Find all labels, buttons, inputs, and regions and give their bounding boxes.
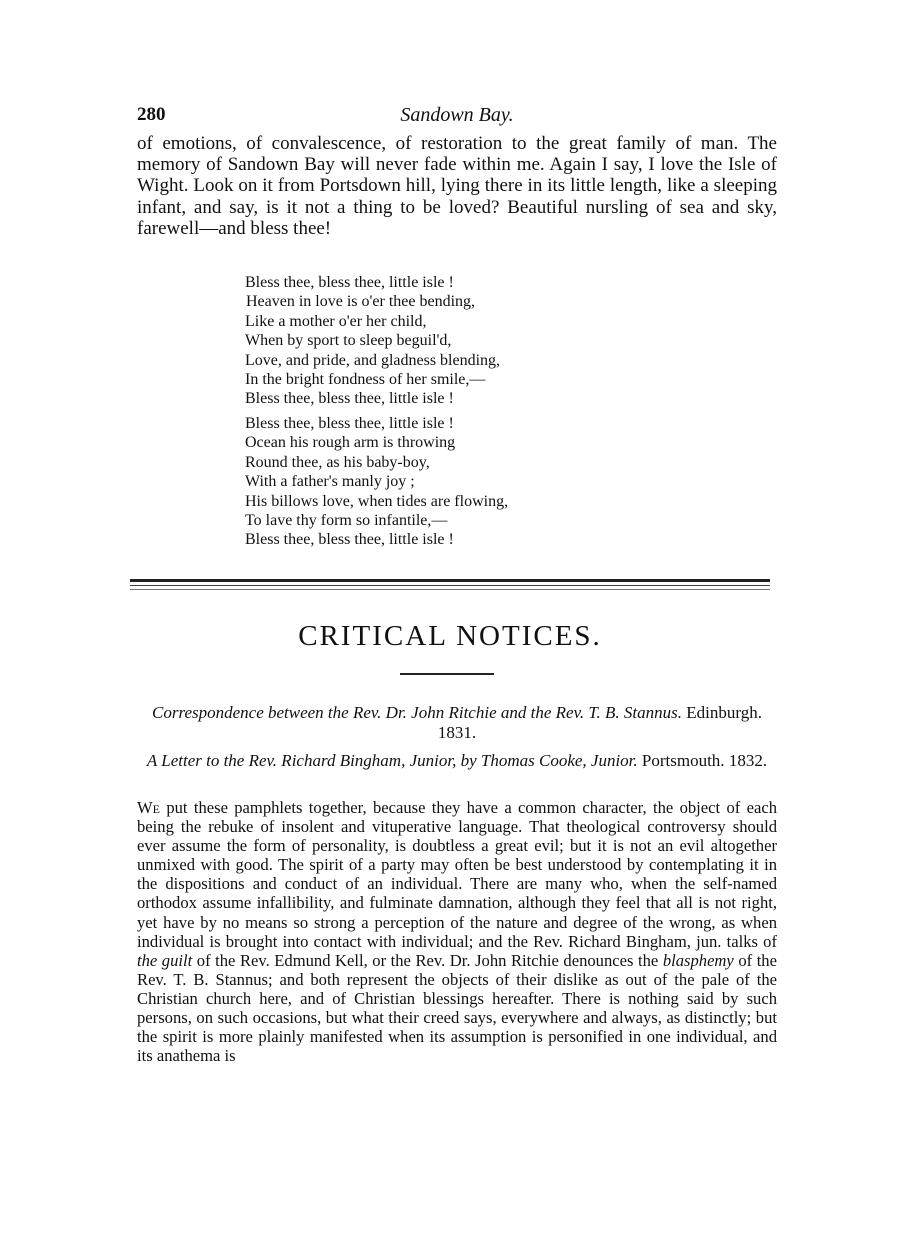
poem-line: His billows love, when tides are flowing, (245, 492, 509, 510)
review-italic: blasphemy (662, 950, 734, 970)
poem-line: Love, and pride, and gladness blending, (245, 351, 501, 369)
drop-word: We (137, 798, 160, 817)
citation-year: 1832. (728, 751, 768, 770)
citation-title: A Letter to the Rev. Richard Bingham, Junior, by Thomas Cooke, Junior. (146, 751, 638, 770)
poem-line: Ocean his rough arm is throwing (245, 434, 456, 452)
page-header (137, 104, 777, 130)
intro-paragraph: of emotions, of convalescence, of restoration to the great family of man. The memory of Sandown Bay will never fade within me. Again I say, I love the Isle of Wight. Look on it from Portsdown hill, lying there in its little length, like a sleeping infant, and say, is it not a thing to be loved? Beautiful nursling of sea and sky, farewell—and bless thee! (137, 133, 777, 239)
review-text: of the Rev. T. B. Stannus; and both represent the objects of their dislike as out of the pale of the Christian church here, and of Christian blessings hereafter. There is nothing said by such persons, on such occasions, but what their creed says, everywhere and always, as distinctly; but the spirit is more plainly manifested when its assumption is personified in one individual, and its anathema is (137, 950, 777, 1066)
running-head: Sandown Bay. (400, 104, 514, 126)
citation-2 (137, 751, 777, 771)
poem-stanza-1 (245, 273, 500, 409)
section-divider-thin (130, 585, 770, 586)
poem-line: To lave thy form so infantile,— (245, 512, 448, 530)
review-text: of the Rev. Edmund Kell, or the Rev. Dr. John Ritchie denounces the (192, 950, 663, 970)
poem-line: Heaven in love is o'er thee bending, (246, 293, 476, 311)
citation-title: Correspondence between the Rev. Dr. John Ritchie and the Rev. T. B. Stannus. (152, 703, 683, 722)
poem-stanza-2 (245, 414, 508, 550)
section-divider-thin (130, 589, 770, 590)
poem-line: Bless thee, bless thee, little isle ! (245, 390, 454, 408)
poem-line: Bless thee, bless thee, little isle ! (245, 415, 454, 432)
page-number: 280 (137, 104, 166, 125)
section-title: CRITICAL NOTICES. (298, 620, 602, 652)
citation-1 (137, 703, 777, 743)
poem-line: Like a mother o'er her child, (245, 312, 427, 330)
section-divider (130, 579, 770, 582)
review-paragraph (137, 798, 777, 1065)
citation-year: 1831. (437, 723, 477, 742)
poem-line: When by sport to sleep beguil'd, (245, 332, 452, 350)
poem-line: With a father's manly joy ; (245, 473, 415, 491)
citation-place: Edinburgh. (686, 703, 762, 722)
review-italic: the guilt (137, 950, 193, 970)
review-text: put these pamphlets together, because they have a common character, the object of each being the rebuke of insolent and vituperative language. That theological controversy should ever assume the form of personality, is doubtless a great evil; but it is not an evil altogether unmixed with good. The spirit of a party may often be best understood by contemplating it in the dispositions and conduct of an individual. There are many who, when the self-named orthodox assume infallibility, and fulminate damnation, although they feel that all is not right, yet have by no means so strong a perception of the nature and degree of the wrong, as when individual is brought into contact with individual; and the Rev. Richard Bingham, jun. talks of (137, 798, 777, 951)
poem-line: Bless thee, bless thee, little isle ! (245, 274, 454, 291)
poem-line: Round thee, as his baby-boy, (245, 453, 430, 471)
poem-line: In the bright fondness of her smile,— (245, 371, 486, 389)
title-rule (400, 673, 494, 675)
citation-place: Portsmouth. (641, 751, 725, 770)
poem-line: Bless thee, bless thee, little isle ! (245, 531, 454, 549)
